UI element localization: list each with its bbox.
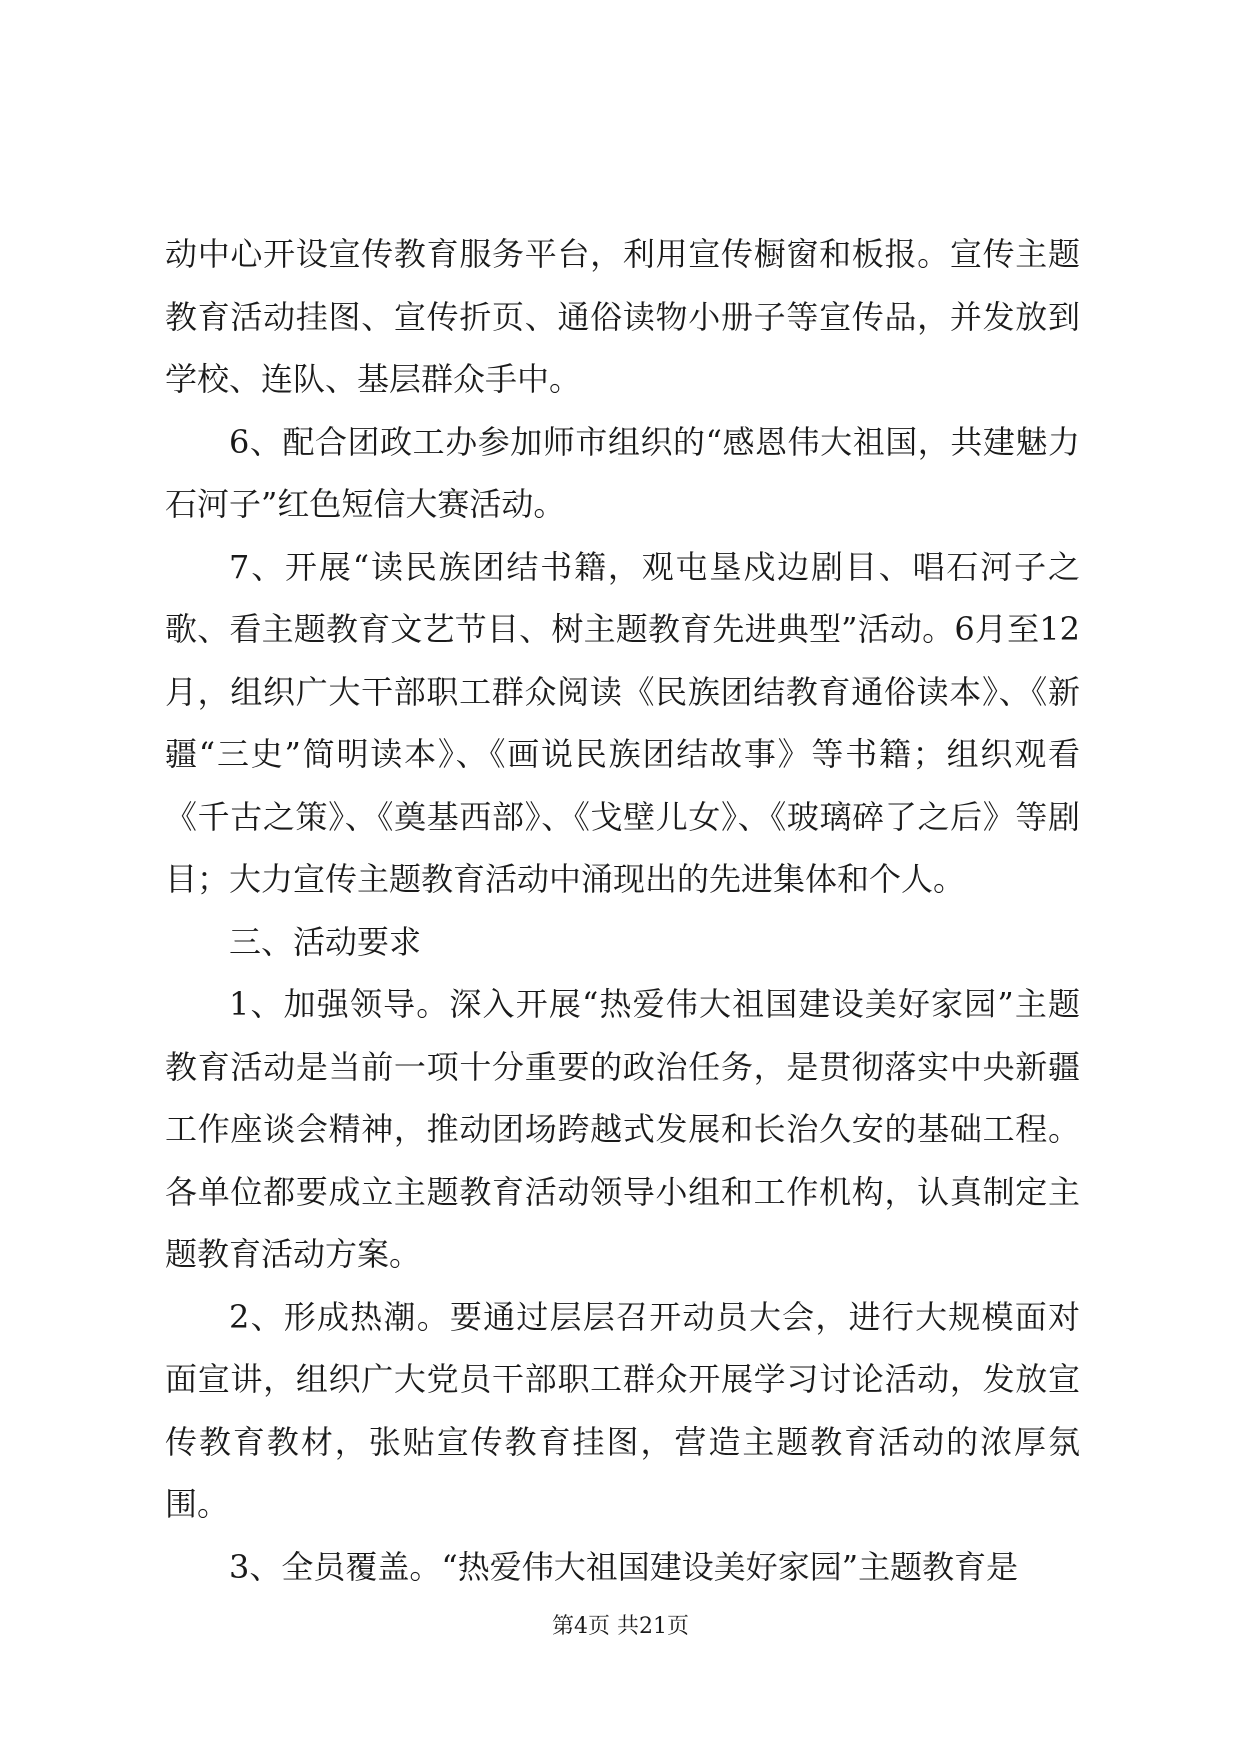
paragraph-item-6: 6、配合团政工办参加师市组织的“感恩伟大祖国，共建魅力石河子”红色短信大赛活动。 (165, 422, 1080, 523)
section-heading: 三、活动要求 (229, 922, 422, 961)
page-number: 第4页 共21页 (552, 1614, 689, 1639)
document-body (165, 223, 1080, 1598)
page-footer (0, 1612, 1241, 1642)
paragraph-requirement-3: 3、全员覆盖。“热爱伟大祖国建设美好家园”主题教育是 (229, 1547, 1019, 1586)
paragraph-requirement-2: 2、形成热潮。要通过层层召开动员大会，进行大规模面对面宣讲，组织广大党员干部职工群众开展学习讨论活动，发放宣传教育教材，张贴宣传教育挂图，营造主题教育活动的浓厚氛围。 (165, 1297, 1080, 1523)
paragraph-item-7: 7、开展“读民族团结书籍，观屯垦戍边剧目、唱石河子之歌、看主题教育文艺节目、树主题教育先进典型”活动。6月至12月，组织广大干部职工群众阅读《民族团结教育通俗读本》、《新疆“三史”简明读本》、《画说民族团结故事》等书籍；组织观看《千古之策》、《奠基西部》、《戈壁儿女》、《玻璃碎了之后》等剧目；大力宣传主题教育活动中涌现出的先进集体和个人。 (165, 547, 1080, 898)
paragraph-requirement-1: 1、加强领导。深入开展“热爱伟大祖国建设美好家园”主题教育活动是当前一项十分重要的政治任务，是贯彻落实中央新疆工作座谈会精神，推动团场跨越式发展和长治久安的基础工程。各单位都要成立主题教育活动领导小组和工作机构，认真制定主题教育活动方案。 (165, 985, 1080, 1273)
paragraph-continuation: 动中心开设宣传教育服务平台，利用宣传橱窗和板报。宣传主题教育活动挂图、宣传折页、通俗读物小册子等宣传品，并发放到学校、连队、基层群众手中。 (165, 235, 1080, 398)
